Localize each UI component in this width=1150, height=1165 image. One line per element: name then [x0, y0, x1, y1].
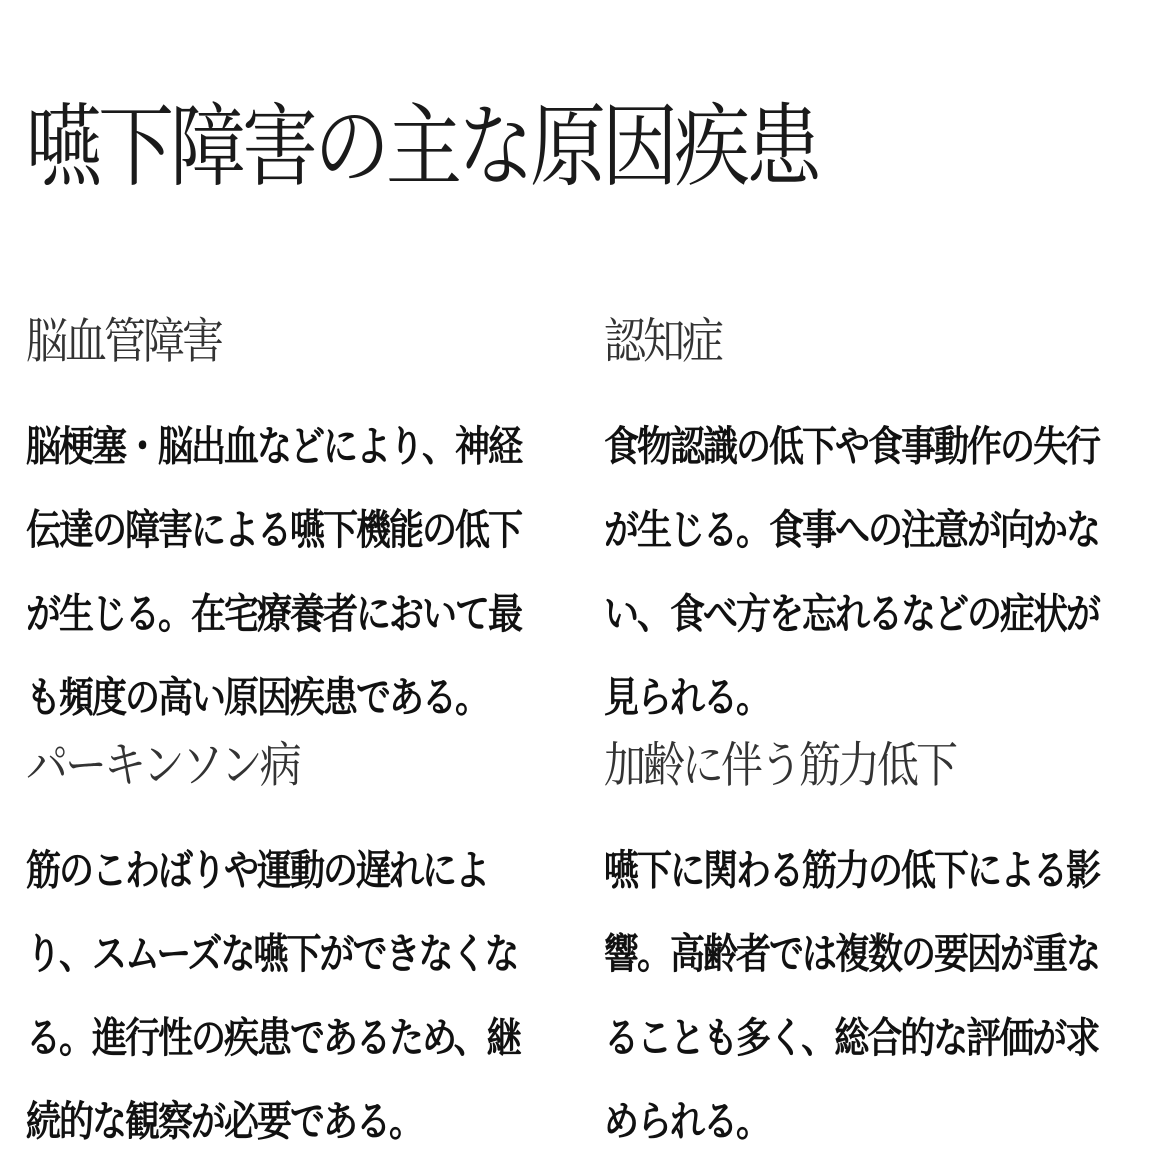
page-title: 嚥下障害の主な原因疾患: [26, 93, 818, 199]
section-body: 嚥下に関わる筋力の低下による影響。高齢者では複数の要因が重なることも多く、総合的な評価が求められる。: [604, 847, 1100, 1147]
section-age-related-muscle-weakness: [604, 724, 1114, 1147]
section-body: 筋のこわばりや運動の遅れにより、スムーズな嚥下ができなくなる。進行性の疾患であるため、継続的な観察が必要である。: [26, 847, 520, 1147]
section-heading: 脳血管障害: [26, 312, 222, 369]
section-body: 脳梗塞・脳出血などにより、神経伝達の障害による嚥下機能の低下が生じる。在宅療養者において最も頻度の高い原因疾患である。: [26, 423, 522, 723]
section-dementia: [604, 300, 1114, 723]
section-heading: パーキンソン病: [26, 736, 299, 793]
section-body: 食物認識の低下や食事動作の失行が生じる。食事への注意が向かない、食べ方を忘れるなどの症状が見られる。: [604, 423, 1100, 723]
section-parkinsons-disease: [26, 724, 536, 1147]
section-heading: 認知症: [604, 312, 722, 369]
section-cerebrovascular-disease: [26, 300, 536, 723]
section-heading: 加齢に伴う筋力低下: [604, 736, 956, 793]
